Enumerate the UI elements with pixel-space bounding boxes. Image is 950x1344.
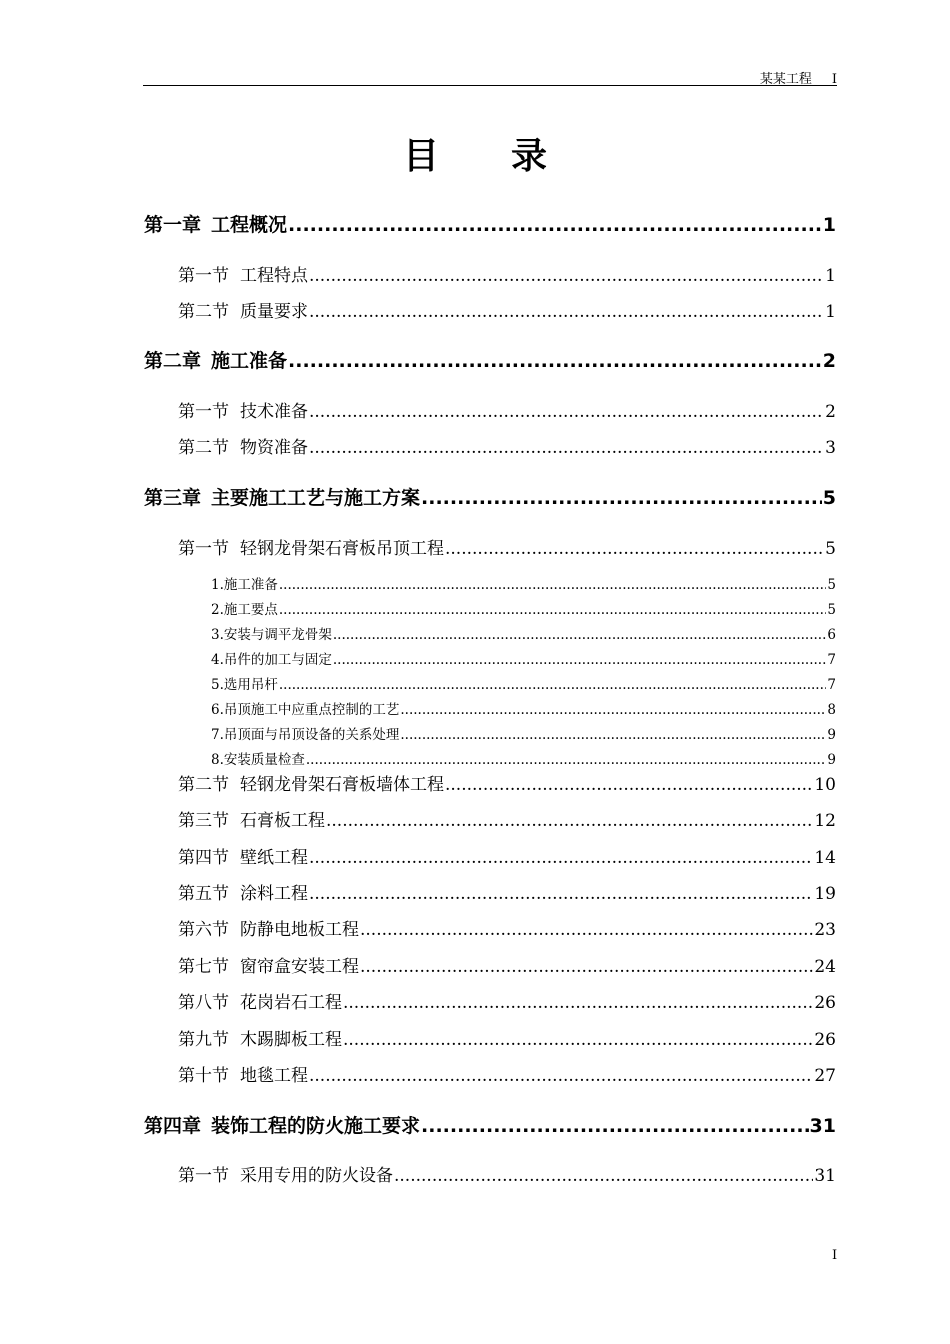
toc-entry-label: 6.	[211, 702, 224, 718]
toc-entry-title: 施工准备	[211, 350, 288, 372]
toc-entry-page: 1	[822, 214, 836, 236]
toc-entry-label: 3.	[211, 627, 224, 643]
toc-entry-title: 主要施工工艺与施工方案	[211, 487, 421, 509]
toc-entry-label: 第三章	[144, 487, 202, 509]
toc-dot-leader	[333, 652, 827, 668]
toc-dot-leader	[394, 1166, 813, 1186]
toc-entry-page: 5	[827, 577, 836, 593]
toc-entry-label: 第二节	[178, 302, 229, 322]
toc-entry-section[interactable]	[178, 1025, 836, 1050]
toc-entry-page: 5	[827, 602, 836, 618]
toc-entry-title: 吊顶面与吊顶设备的关系处理	[223, 727, 400, 743]
toc-entry-label: 第七节	[178, 957, 229, 977]
toc-dot-leader	[309, 302, 824, 322]
page-title: 目录	[402, 136, 619, 177]
toc-entry-section[interactable]	[178, 261, 836, 286]
toc-dot-leader	[279, 577, 827, 593]
toc-entry-label: 第八节	[178, 993, 229, 1013]
toc-entry-page: 3	[825, 438, 836, 458]
toc-entry-title: 吊顶施工中应重点控制的工艺	[223, 702, 400, 718]
toc-entry-label: 4.	[211, 652, 224, 668]
toc-entry-chapter[interactable]	[144, 346, 836, 373]
toc-entry-title: 质量要求	[240, 302, 308, 322]
toc-entry-label: 8.	[211, 752, 224, 768]
toc-entry-title: 木踢脚板工程	[240, 1030, 342, 1050]
toc-entry-section[interactable]	[178, 988, 836, 1013]
toc-entry-item[interactable]	[211, 623, 836, 643]
toc-entry-page: 7	[827, 677, 836, 693]
toc-dot-leader	[343, 1030, 813, 1050]
toc-entry-section[interactable]	[178, 1061, 836, 1086]
toc-entry-page: 14	[814, 848, 836, 868]
toc-entry-page: 9	[827, 752, 836, 768]
toc-entry-label: 5.	[211, 677, 224, 693]
toc-entry-label: 第一节	[178, 1166, 229, 1186]
header-divider	[143, 85, 837, 86]
toc-entry-page: 1	[825, 266, 836, 286]
toc-entry-page: 7	[827, 652, 836, 668]
toc-dot-leader	[400, 727, 826, 743]
toc-dot-leader	[309, 884, 813, 904]
toc-entry-label: 第二节	[178, 438, 229, 458]
toc-dot-leader	[445, 775, 813, 795]
toc-entry-title: 物资准备	[240, 438, 308, 458]
toc-entry-title: 选用吊杆	[223, 677, 278, 693]
toc-entry-title: 安装质量检查	[223, 752, 305, 768]
header-title: 某某工程	[759, 72, 812, 87]
toc-dot-leader	[421, 487, 822, 509]
toc-entry-section[interactable]	[178, 297, 836, 322]
toc-dot-leader	[309, 1066, 813, 1086]
toc-dot-leader	[360, 957, 813, 977]
toc-entry-title: 施工要点	[223, 602, 278, 618]
toc-entry-page: 5	[825, 539, 836, 559]
toc-dot-leader	[421, 1115, 809, 1137]
toc-entry-label: 第六节	[178, 920, 229, 940]
toc-entry-title: 工程概况	[211, 214, 288, 236]
toc-entry-title: 窗帘盒安装工程	[240, 957, 359, 977]
toc-entry-title: 防静电地板工程	[240, 920, 359, 940]
toc-dot-leader	[309, 848, 813, 868]
toc-entry-title: 技术准备	[240, 402, 308, 422]
toc-entry-label: 1.	[211, 577, 224, 593]
footer-page-number: I	[832, 1248, 838, 1263]
toc-entry-label: 7.	[211, 727, 224, 743]
toc-entry-page: 5	[822, 487, 836, 509]
toc-entry-item[interactable]	[211, 648, 836, 668]
toc-entry-chapter[interactable]	[144, 1111, 836, 1138]
toc-entry-label: 第四章	[144, 1115, 202, 1137]
toc-dot-leader	[400, 702, 826, 718]
toc-dot-leader	[309, 438, 824, 458]
toc-entry-title: 安装与调平龙骨架	[223, 627, 332, 643]
toc-entry-title: 花岗岩石工程	[240, 993, 342, 1013]
toc-entry-page: 19	[814, 884, 836, 904]
toc-dot-leader	[288, 214, 822, 236]
toc-entry-page: 12	[814, 811, 836, 831]
toc-entry-page: 6	[827, 627, 836, 643]
toc-entry-label: 2.	[211, 602, 224, 618]
toc-entry-title: 轻钢龙骨架石膏板墙体工程	[240, 775, 444, 795]
toc-entry-label: 第二章	[144, 350, 202, 372]
toc-dot-leader	[279, 602, 827, 618]
toc-entry-section[interactable]	[178, 843, 836, 868]
toc-entry-section[interactable]	[178, 433, 836, 458]
toc-entry-section[interactable]	[178, 770, 836, 795]
toc-entry-page: 1	[825, 302, 836, 322]
toc-entry-title: 涂料工程	[240, 884, 308, 904]
toc-dot-leader	[333, 627, 827, 643]
toc-entry-page: 26	[814, 993, 836, 1013]
toc-entry-item[interactable]	[211, 748, 836, 768]
toc-entry-page: 10	[814, 775, 836, 795]
toc-entry-section[interactable]	[178, 915, 836, 940]
toc-entry-section[interactable]	[178, 952, 836, 977]
toc-entry-page: 31	[809, 1115, 836, 1137]
toc-entry-page: 23	[814, 920, 836, 940]
toc-dot-leader	[306, 752, 827, 768]
toc-entry-item[interactable]	[211, 723, 836, 743]
toc-entry-item[interactable]	[211, 673, 836, 693]
toc-entry-chapter[interactable]	[144, 210, 836, 237]
header-page-number: I	[831, 72, 837, 87]
toc-entry-page: 8	[827, 702, 836, 718]
toc-dot-leader	[288, 350, 822, 372]
toc-dot-leader	[279, 677, 827, 693]
toc-entry-label: 第十节	[178, 1066, 229, 1086]
toc-dot-leader	[343, 993, 813, 1013]
toc-entry-page: 26	[814, 1030, 836, 1050]
toc-entry-title: 工程特点	[240, 266, 308, 286]
toc-entry-title: 轻钢龙骨架石膏板吊顶工程	[240, 539, 444, 559]
toc-entry-label: 第二节	[178, 775, 229, 795]
toc-entry-page: 2	[822, 350, 836, 372]
toc-entry-page: 27	[814, 1066, 836, 1086]
toc-entry-title: 石膏板工程	[240, 811, 325, 831]
toc-entry-label: 第一章	[144, 214, 202, 236]
toc-entry-section[interactable]	[178, 879, 836, 904]
toc-dot-leader	[309, 402, 824, 422]
toc-entry-title: 装饰工程的防火施工要求	[211, 1115, 421, 1137]
toc-entry-title: 采用专用的防火设备	[240, 1166, 393, 1186]
toc-entry-title: 地毯工程	[240, 1066, 308, 1086]
toc-entry-section[interactable]	[178, 397, 836, 422]
toc-dot-leader	[445, 539, 824, 559]
toc-entry-label: 第一节	[178, 539, 229, 559]
toc-entry-title: 吊件的加工与固定	[223, 652, 332, 668]
toc-dot-leader	[360, 920, 813, 940]
toc-entry-item[interactable]	[211, 573, 836, 593]
toc-entry-item[interactable]	[211, 698, 836, 718]
toc-entry-label: 第五节	[178, 884, 229, 904]
toc-entry-label: 第九节	[178, 1030, 229, 1050]
toc-entry-page: 31	[814, 1166, 836, 1186]
toc-entry-page: 2	[825, 402, 836, 422]
toc-entry-label: 第一节	[178, 266, 229, 286]
toc-entry-label: 第一节	[178, 402, 229, 422]
toc-entry-section[interactable]	[178, 1161, 836, 1186]
toc-entry-section[interactable]	[178, 806, 836, 831]
toc-entry-page: 9	[827, 727, 836, 743]
toc-entry-item[interactable]	[211, 598, 836, 618]
toc-entry-title: 施工准备	[223, 577, 278, 593]
toc-entry-label: 第四节	[178, 848, 229, 868]
toc-dot-leader	[326, 811, 813, 831]
toc-entry-title: 壁纸工程	[240, 848, 308, 868]
toc-entry-page: 24	[814, 957, 836, 977]
toc-entry-section[interactable]	[178, 534, 836, 559]
toc-entry-label: 第三节	[178, 811, 229, 831]
toc-dot-leader	[309, 266, 824, 286]
toc-entry-chapter[interactable]	[144, 483, 836, 510]
